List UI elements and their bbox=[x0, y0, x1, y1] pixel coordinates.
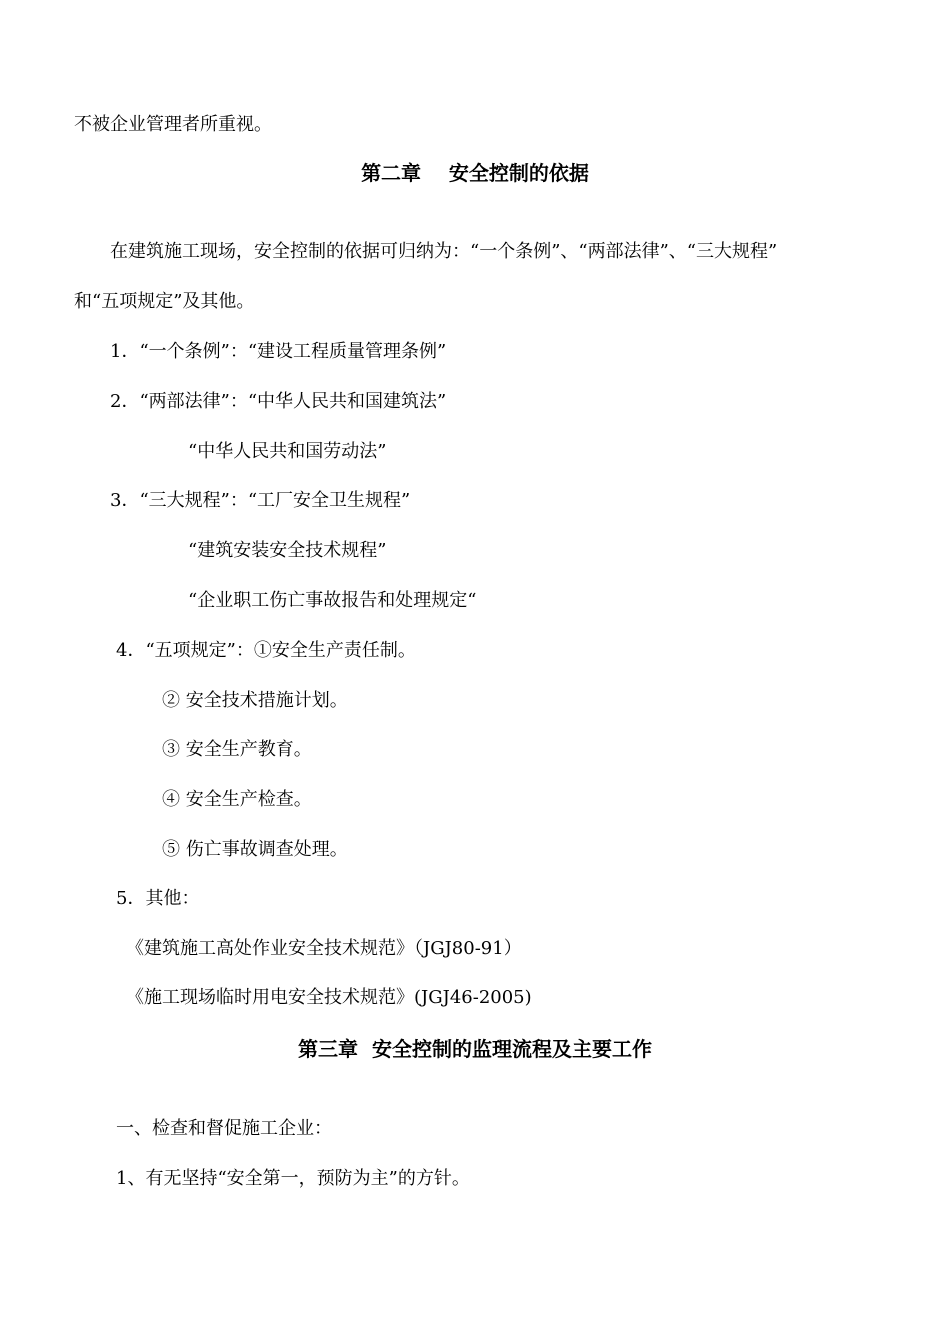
chapter-3-section-1: 一、检查和督促施工企业： bbox=[116, 1118, 332, 1139]
list-item-5-sub-1: 《建筑施工高处作业安全技术规范》（JGJ80-91） bbox=[126, 938, 522, 959]
chapter-3-title: 第三章 安全控制的监理流程及主要工作 bbox=[298, 1037, 652, 1061]
list-item-5-sub-2: 《施工现场临时用电安全技术规范》(JGJ46-2005) bbox=[126, 987, 532, 1008]
chapter-2-paragraph-line-2: 和“五项规定”及其他。 bbox=[74, 291, 255, 312]
intro-tail-text: 不被企业管理者所重视。 bbox=[74, 114, 272, 135]
list-item-1: 1．“一个条例”：“建设工程质量管理条例” bbox=[110, 341, 447, 362]
list-item-4-sub-2: ② 安全技术措施计划。 bbox=[162, 690, 348, 711]
list-item-5: 5．其他： bbox=[116, 888, 200, 909]
list-item-2: 2．“两部法律”：“中华人民共和国建筑法” bbox=[110, 391, 447, 412]
chapter-2-title: 第二章 安全控制的依据 bbox=[361, 161, 589, 185]
chapter-2-paragraph-line-1: 在建筑施工现场，安全控制的依据可归纳为：“一个条例”、“两部法律”、“三大规程” bbox=[110, 241, 778, 262]
list-item-2-sub-1: “中华人民共和国劳动法” bbox=[188, 441, 387, 462]
chapter-3-point-1: 1、有无坚持“安全第一，预防为主”的方针。 bbox=[116, 1168, 470, 1189]
list-item-3-sub-2: “企业职工伤亡事故报告和处理规定“ bbox=[188, 590, 477, 611]
list-item-4-sub-5: ⑤ 伤亡事故调查处理。 bbox=[162, 839, 348, 860]
list-item-3-sub-1: “建筑安装安全技术规程” bbox=[188, 540, 387, 561]
list-item-4-sub-4: ④ 安全生产检查。 bbox=[162, 789, 312, 810]
list-item-4-sub-3: ③ 安全生产教育。 bbox=[162, 739, 312, 760]
list-item-4: 4．“五项规定”：①安全生产责任制。 bbox=[116, 640, 416, 661]
list-item-3: 3．“三大规程”：“工厂安全卫生规程” bbox=[110, 490, 411, 511]
